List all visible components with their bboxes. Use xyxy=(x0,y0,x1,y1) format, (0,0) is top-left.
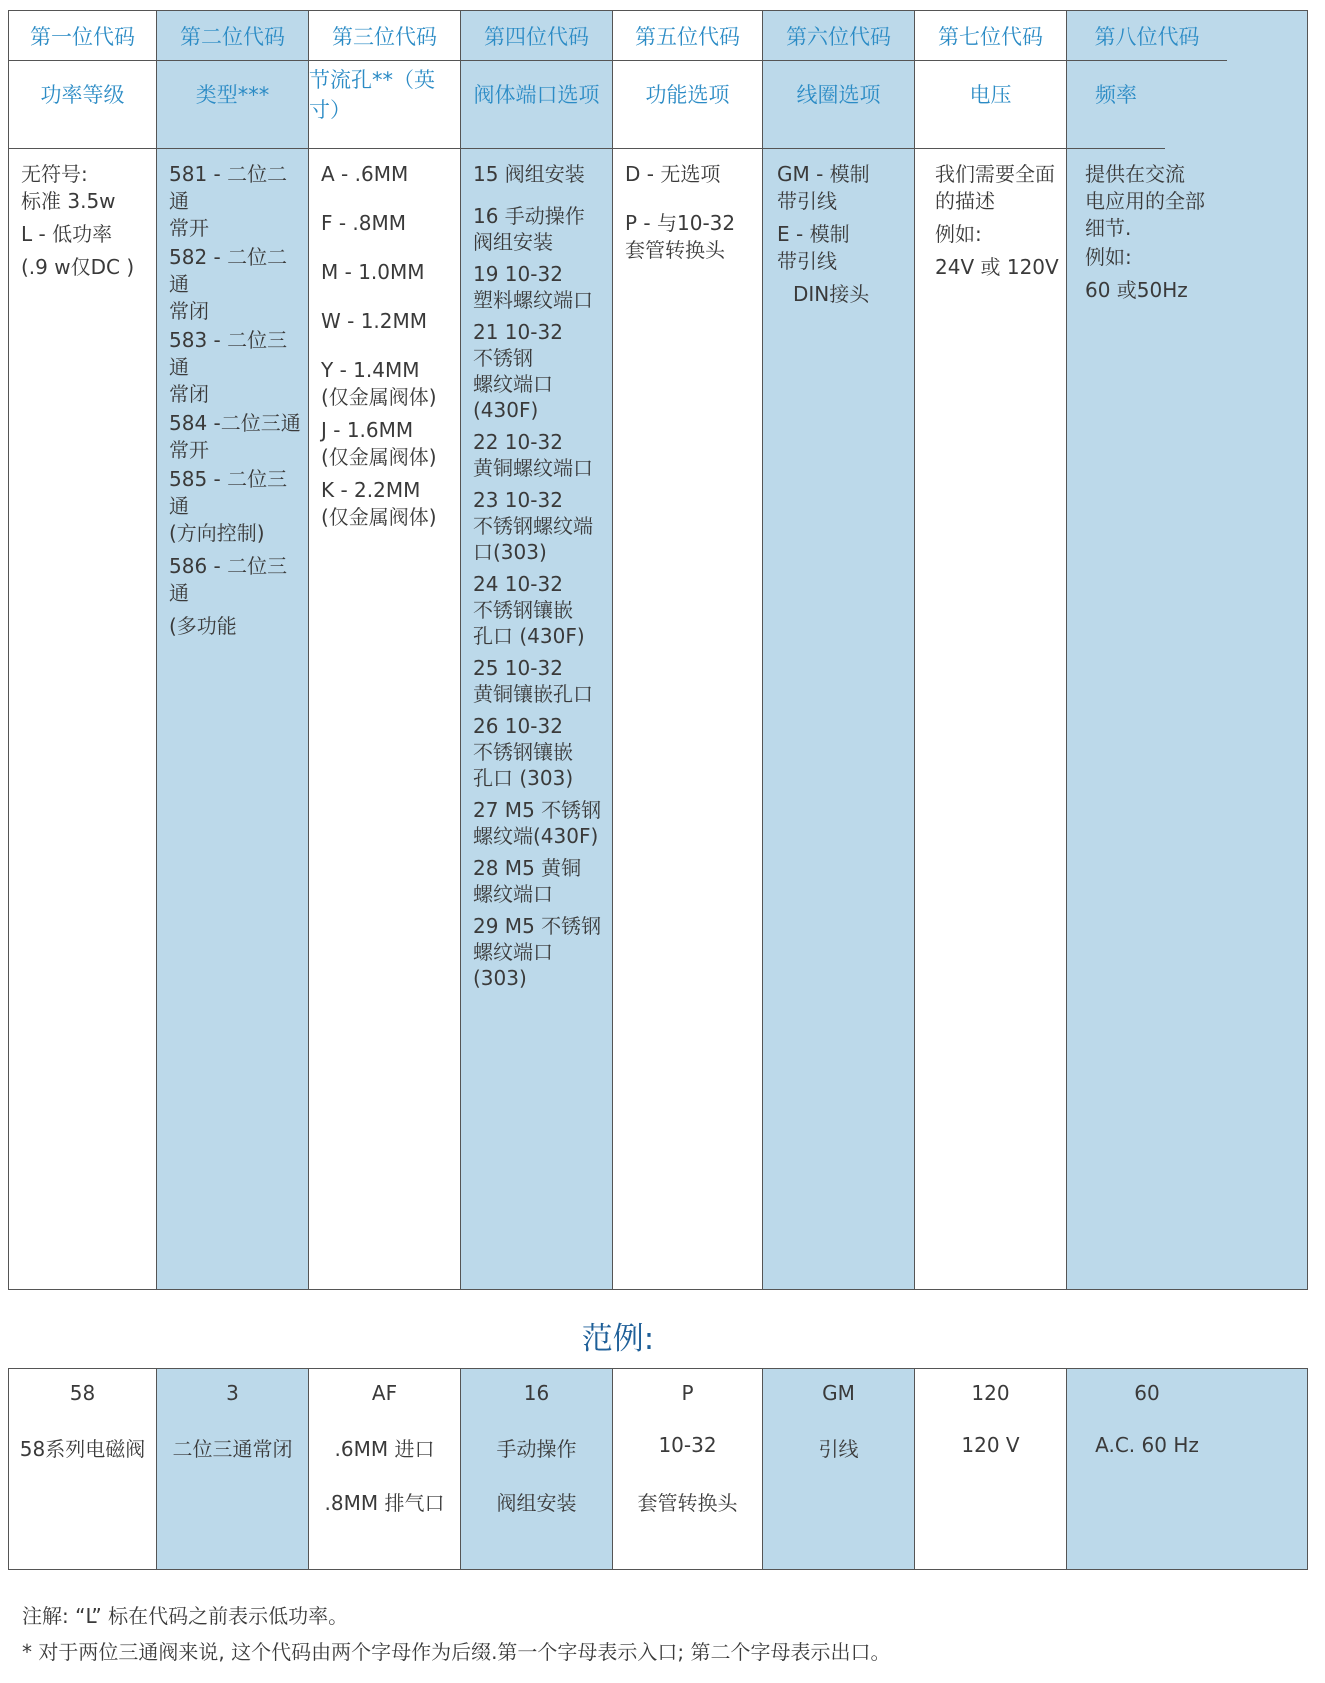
example-cell-2 xyxy=(157,1369,309,1569)
list-item: 585 - 二位三通 (方向控制) xyxy=(169,467,288,545)
list-item: (多功能 xyxy=(169,614,237,638)
list-item: 26 10-32 不锈钢镶嵌 孔口 (303) xyxy=(473,714,574,790)
example-desc: .6MM 进口 xyxy=(334,1437,435,1461)
list-item: 586 - 二位三通 xyxy=(169,554,288,605)
column-subheader: 功能选项 xyxy=(613,61,762,149)
list-item: A - .6MM xyxy=(321,162,409,186)
list-item: 27 M5 不锈钢 螺纹端(430F) xyxy=(473,798,602,848)
list-item: 584 -二位三通 常开 xyxy=(169,411,301,462)
list-item: 21 10-32 不锈钢 螺纹端口(430F) xyxy=(473,320,563,422)
column-header: 第四位代码 xyxy=(461,11,612,61)
list-item: K - 2.2MM (仅金属阀体) xyxy=(321,478,437,529)
list-item: M - 1.0MM xyxy=(321,260,425,284)
column-header: 第三位代码 xyxy=(309,11,460,61)
list-item: L - 低功率 xyxy=(21,222,113,246)
list-item: P - 与10-32 套管转换头 xyxy=(625,211,736,262)
example-code: 120 xyxy=(971,1381,1010,1405)
column-header: 第五位代码 xyxy=(613,11,762,61)
list-item: 60 或50Hz xyxy=(1085,278,1188,302)
list-item: GM - 模制 带引线 xyxy=(777,162,870,213)
example-desc-2: .8MM 排气口 xyxy=(324,1491,445,1515)
list-item: 24V 或 120V xyxy=(935,255,1059,279)
example-code: 58 xyxy=(69,1381,96,1405)
list-item: 582 - 二位二通 常闭 xyxy=(169,245,288,323)
example-desc: 二位三通常闭 xyxy=(172,1437,293,1461)
footnote: 注解: “L” 标在代码之前表示低功率。 xyxy=(22,1604,349,1628)
list-item: 我们需要全面 的描述 xyxy=(935,162,1055,213)
list-item: DIN接头 xyxy=(793,282,870,306)
list-item: 例如: xyxy=(935,222,982,246)
example-code: 60 xyxy=(1134,1381,1160,1405)
list-item: 19 10-32 塑料螺纹端口 xyxy=(473,262,593,312)
column-body xyxy=(915,149,1066,281)
list-item: D - 无选项 xyxy=(625,162,721,186)
example-cell-4 xyxy=(461,1369,613,1569)
example-desc: A.C. 60 Hz xyxy=(1095,1433,1199,1457)
example-code: GM xyxy=(822,1381,855,1405)
column-body xyxy=(309,149,460,531)
column-3 xyxy=(309,11,461,1289)
column-subheader: 阀体端口选项 xyxy=(461,61,612,149)
example-code: P xyxy=(681,1381,694,1405)
example-desc: 120 V xyxy=(961,1433,1020,1457)
example-heading: 范例: xyxy=(581,1321,655,1357)
example-cell-7 xyxy=(915,1369,1067,1569)
column-1 xyxy=(9,11,157,1289)
list-item: 581 - 二位二通 常开 xyxy=(169,162,288,240)
column-subheader: 频率 xyxy=(1067,61,1165,149)
list-item: Y - 1.4MM (仅金属阀体) xyxy=(321,358,437,409)
column-body xyxy=(1067,149,1307,304)
column-header: 第一位代码 xyxy=(9,11,156,61)
example-desc: 10-32 xyxy=(658,1433,717,1457)
column-body xyxy=(9,149,156,281)
list-item: 提供在交流 电应用的全部 细节. xyxy=(1085,162,1205,240)
column-7 xyxy=(915,11,1067,1289)
column-subheader: 节流孔**（英寸） xyxy=(309,61,460,149)
example-code: AF xyxy=(371,1381,398,1405)
list-item: W - 1.2MM xyxy=(321,309,428,333)
column-header: 第二位代码 xyxy=(157,11,308,61)
list-item: (.9 w仅DC ) xyxy=(21,255,135,279)
column-8 xyxy=(1067,11,1307,1289)
column-2 xyxy=(157,11,309,1289)
code-table xyxy=(8,10,1308,1290)
list-item: 29 M5 不锈钢 螺纹端口(303) xyxy=(473,914,602,990)
example-code: 3 xyxy=(226,1381,239,1405)
list-item: 16 手动操作 阀组安装 xyxy=(473,204,585,254)
column-header: 第六位代码 xyxy=(763,11,914,61)
column-subheader: 电压 xyxy=(915,61,1066,149)
column-header: 第七位代码 xyxy=(915,11,1066,61)
column-subheader: 类型*** xyxy=(157,61,308,149)
column-body xyxy=(613,149,762,264)
example-table xyxy=(8,1368,1308,1570)
column-6 xyxy=(763,11,915,1289)
column-header: 第八位代码 xyxy=(1067,11,1227,61)
list-item: 28 M5 黄铜 螺纹端口 xyxy=(473,856,582,906)
list-item: 例如: xyxy=(1085,245,1132,269)
column-body xyxy=(461,149,612,991)
list-item: 无符号: 标准 3.5w xyxy=(21,162,116,213)
column-body xyxy=(157,149,308,640)
list-item: J - 1.6MM (仅金属阀体) xyxy=(321,418,437,469)
example-cell-3 xyxy=(309,1369,461,1569)
column-subheader: 线圈选项 xyxy=(763,61,914,149)
column-subheader: 功率等级 xyxy=(9,61,156,149)
column-body xyxy=(763,149,914,308)
list-item: 24 10-32 不锈钢镶嵌 孔口 (430F) xyxy=(473,572,585,648)
list-item: 23 10-32 不锈钢螺纹端 口(303) xyxy=(473,488,593,564)
example-cell-8 xyxy=(1067,1369,1307,1569)
example-cell-5 xyxy=(613,1369,763,1569)
column-4 xyxy=(461,11,613,1289)
example-desc: 58系列电磁阀 xyxy=(19,1437,146,1461)
example-cell-1 xyxy=(9,1369,157,1569)
footnote: * 对于两位三通阀来说, 这个代码由两个字母作为后缀.第一个字母表示入口; 第二个字母表示出口。 xyxy=(22,1640,891,1664)
example-desc: 引线 xyxy=(818,1437,859,1461)
example-desc: 手动操作 xyxy=(496,1437,577,1461)
example-desc-2: 阀组安装 xyxy=(496,1491,577,1515)
example-code: 16 xyxy=(523,1381,550,1405)
list-item: 583 - 二位三通 常闭 xyxy=(169,328,288,406)
example-desc-2: 套管转换头 xyxy=(637,1491,738,1515)
example-cell-6 xyxy=(763,1369,915,1569)
list-item: F - .8MM xyxy=(321,211,407,235)
list-item: E - 模制 带引线 xyxy=(777,222,850,273)
list-item: 22 10-32 黄铜螺纹端口 xyxy=(473,430,593,480)
list-item: 15 阀组安装 xyxy=(473,162,585,186)
list-item: 25 10-32 黄铜镶嵌孔口 xyxy=(473,656,593,706)
column-5 xyxy=(613,11,763,1289)
